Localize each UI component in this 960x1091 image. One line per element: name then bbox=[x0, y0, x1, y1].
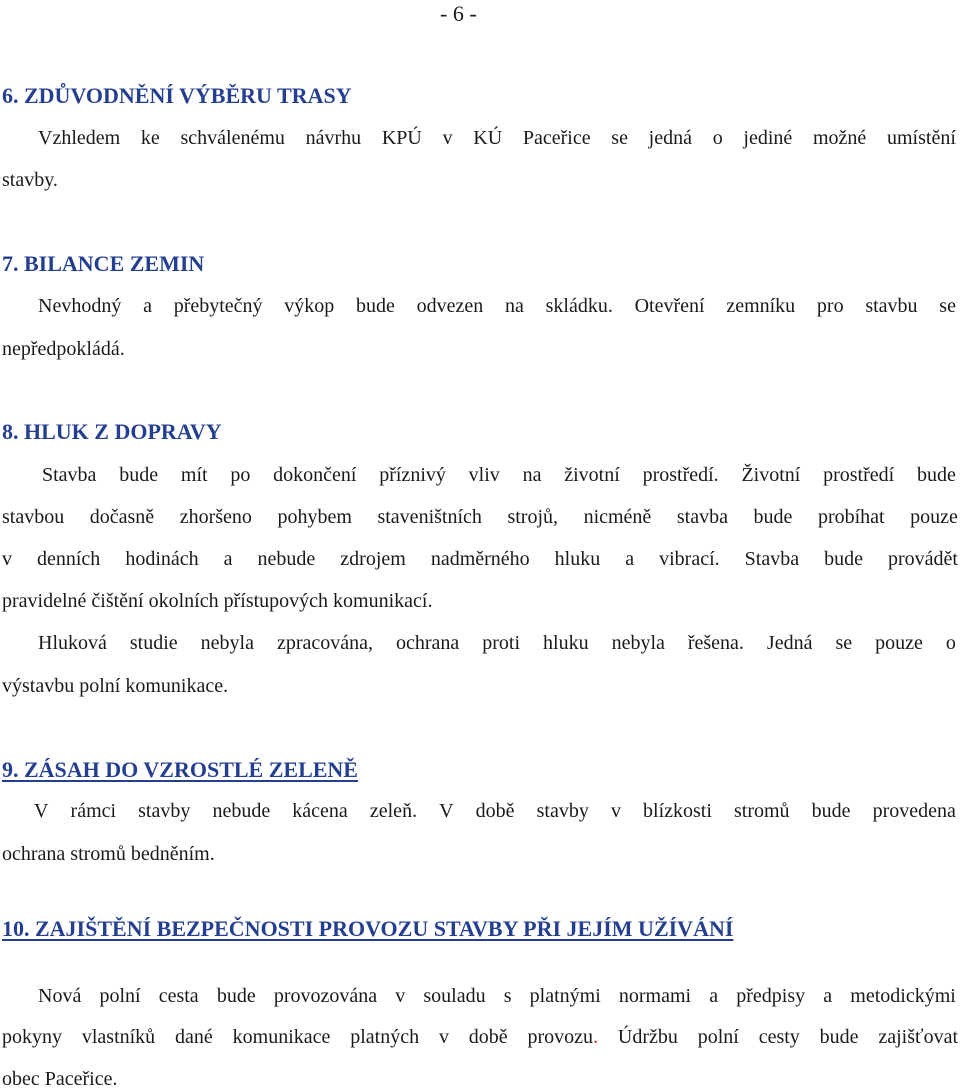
word: stavbou bbox=[2, 506, 65, 528]
word: stavby bbox=[536, 800, 589, 822]
word: staveništních bbox=[377, 506, 482, 528]
word: studie bbox=[129, 632, 178, 654]
word: v bbox=[610, 800, 621, 822]
word: pouze bbox=[910, 506, 958, 528]
section-9-line-2: ochrana stromů bedněním. bbox=[2, 843, 215, 865]
word: nebyla bbox=[200, 632, 254, 654]
heading-section-10 bbox=[2, 915, 733, 943]
word: se bbox=[939, 295, 956, 317]
word: zdrojem bbox=[340, 548, 406, 570]
word: schválenému bbox=[180, 127, 285, 149]
word: jedná bbox=[648, 127, 692, 149]
word: s bbox=[503, 985, 512, 1007]
word: hluku bbox=[554, 548, 601, 570]
heading-section-9 bbox=[2, 756, 358, 784]
word: provádět bbox=[887, 548, 958, 570]
page-number: - 6 - bbox=[440, 1, 477, 26]
word: metodickými bbox=[850, 985, 956, 1007]
section-8-line-6: výstavbu polní komunikace. bbox=[2, 675, 229, 697]
word: o bbox=[712, 127, 723, 149]
word: stavby bbox=[138, 800, 191, 822]
word: blízkosti bbox=[643, 800, 712, 822]
word: nicméně bbox=[583, 506, 652, 528]
word: v bbox=[395, 985, 406, 1007]
word: ochrana bbox=[395, 632, 460, 654]
word: pouze bbox=[875, 632, 923, 654]
word: a bbox=[709, 985, 719, 1007]
word: Nevhodný bbox=[38, 295, 122, 317]
word: stavbu bbox=[865, 295, 918, 317]
word: a bbox=[823, 985, 833, 1007]
section-8-line-2 bbox=[2, 505, 958, 529]
section-7-line-1 bbox=[38, 294, 956, 318]
word: hodinách bbox=[125, 548, 199, 570]
heading-section-8: 8. HLUK Z DOPRAVY bbox=[2, 419, 222, 444]
word: bude bbox=[356, 295, 395, 317]
section-7-line-2: nepředpokládá. bbox=[2, 338, 125, 360]
heading-section-7: 7. BILANCE ZEMIN bbox=[2, 251, 205, 276]
word: kácena bbox=[292, 800, 348, 822]
word: rámci bbox=[70, 800, 117, 822]
word: řešena. bbox=[687, 632, 744, 654]
heading-section-6: 6. ZDŮVODNĚNÍ VÝBĚRU TRASY bbox=[2, 83, 352, 108]
section-10-line-3: obec Paceřice. bbox=[2, 1068, 118, 1090]
word: přebytečný bbox=[173, 295, 263, 317]
word: nadměrného bbox=[430, 548, 530, 570]
word: mít bbox=[180, 464, 208, 486]
word: a bbox=[143, 295, 152, 317]
word: V bbox=[34, 800, 49, 822]
word: skládku. bbox=[545, 295, 613, 317]
word: Stavba bbox=[42, 464, 97, 486]
word: pro bbox=[816, 295, 844, 317]
word: bude bbox=[216, 985, 256, 1007]
word: umístění bbox=[886, 127, 956, 149]
word: bude bbox=[811, 800, 851, 822]
word: na bbox=[505, 295, 524, 317]
section-10-line-2-period: . bbox=[593, 1026, 599, 1048]
word: Vzhledem bbox=[38, 127, 121, 149]
word: ke bbox=[140, 127, 160, 149]
section-8-line-1 bbox=[42, 463, 956, 487]
section-6-line-2: stavby. bbox=[2, 169, 58, 191]
word: o bbox=[945, 632, 956, 654]
section-8-line-4: pravidelné čištění okolních přístupových komunikací. bbox=[2, 590, 433, 612]
word: zeleň. bbox=[369, 800, 418, 822]
word: KÚ bbox=[473, 127, 503, 149]
word: se bbox=[611, 127, 628, 149]
word: normami bbox=[618, 985, 692, 1007]
word: provedena bbox=[872, 800, 956, 822]
section-9-line-1 bbox=[34, 799, 956, 823]
word: dokončení bbox=[273, 464, 357, 486]
word: zpracována, bbox=[276, 632, 373, 654]
word: předpisy bbox=[736, 985, 806, 1007]
word: probíhat bbox=[817, 506, 885, 528]
word: strojů, bbox=[507, 506, 559, 528]
word: Stavba bbox=[744, 548, 800, 570]
word: bude bbox=[824, 548, 863, 570]
word: nebude bbox=[257, 548, 316, 570]
section-8-line-3 bbox=[2, 547, 958, 571]
word: V bbox=[439, 800, 454, 822]
section-10-line-1 bbox=[38, 984, 956, 1008]
word: stromů bbox=[733, 800, 790, 822]
word: na bbox=[522, 464, 542, 486]
word: bude bbox=[753, 506, 793, 528]
heading-section-9-text: ZÁSAH DO VZROSTLÉ ZELENĚ bbox=[24, 757, 358, 782]
word: nebude bbox=[212, 800, 271, 822]
word: životní bbox=[564, 464, 620, 486]
section-10-line-2 bbox=[2, 1025, 958, 1049]
word: návrhu bbox=[305, 127, 362, 149]
word: a bbox=[223, 548, 233, 570]
word: vliv bbox=[468, 464, 500, 486]
word: zemníku bbox=[726, 295, 796, 317]
word: odvezen bbox=[416, 295, 484, 317]
word: prostředí. bbox=[642, 464, 719, 486]
word: dočasně bbox=[89, 506, 155, 528]
word: prostředí bbox=[823, 464, 895, 486]
word: možné bbox=[812, 127, 867, 149]
word: se bbox=[835, 632, 853, 654]
word: a bbox=[625, 548, 635, 570]
word: nebyla bbox=[611, 632, 665, 654]
word: hluku bbox=[543, 632, 589, 654]
section-10-line-2-part-2: Údržbu polní cesty bude zajišťovat bbox=[598, 1026, 959, 1048]
word: polní bbox=[99, 985, 141, 1007]
heading-section-10-number: 10. bbox=[2, 916, 30, 941]
heading-section-10-text: ZAJIŠTĚNÍ BEZPEČNOSTI PROVOZU STAVBY PŘI JEJÍM UŽÍVÁNÍ bbox=[35, 916, 734, 941]
word: výkop bbox=[284, 295, 335, 317]
word: bude bbox=[916, 464, 956, 486]
word: stavba bbox=[676, 506, 728, 528]
word: souladu bbox=[423, 985, 486, 1007]
section-10-line-2-part-1: pokyny vlastníků dané komunikace platných v době provozu bbox=[2, 1026, 594, 1048]
word: příznivý bbox=[379, 464, 446, 486]
word: po bbox=[230, 464, 251, 486]
word: jediné bbox=[743, 127, 793, 149]
word: Životní bbox=[741, 464, 801, 486]
word: proti bbox=[482, 632, 521, 654]
word: denních bbox=[37, 548, 101, 570]
word: pohybem bbox=[277, 506, 352, 528]
word: Jedná bbox=[766, 632, 813, 654]
word: vibrací. bbox=[659, 548, 720, 570]
word: Hluková bbox=[38, 632, 107, 654]
word: cesta bbox=[158, 985, 199, 1007]
word: Paceřice bbox=[522, 127, 591, 149]
word: v bbox=[2, 548, 12, 570]
section-6-line-1 bbox=[38, 126, 956, 150]
word: zhoršeno bbox=[179, 506, 252, 528]
word: Nová bbox=[38, 985, 82, 1007]
word: Otevření bbox=[634, 295, 705, 317]
word: KPÚ bbox=[381, 127, 422, 149]
word: bude bbox=[119, 464, 159, 486]
section-8-line-5 bbox=[38, 631, 956, 655]
word: v bbox=[442, 127, 453, 149]
word: době bbox=[475, 800, 515, 822]
heading-section-9-number: 9. bbox=[2, 757, 19, 782]
word: provozována bbox=[273, 985, 378, 1007]
word: platnými bbox=[529, 985, 601, 1007]
